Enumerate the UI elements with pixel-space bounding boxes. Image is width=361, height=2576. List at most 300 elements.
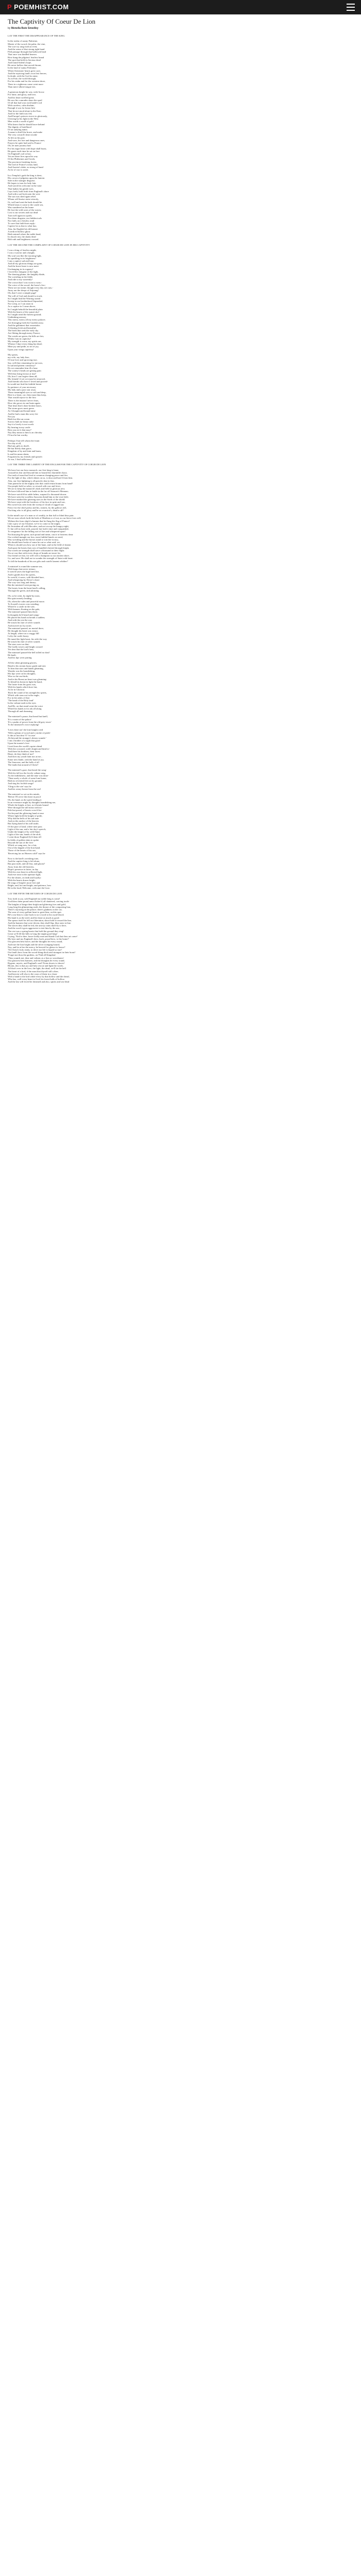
poem-line: Nor drear disguise, nor hidden tools bbox=[8, 216, 42, 219]
poem-line: Alas, our first lightning is all gravely shut in fear, bbox=[8, 479, 55, 482]
poem-line: Halt ruth and brightness crossed. bbox=[8, 238, 39, 241]
poem-line: Fled passage through that hallowed land bbox=[8, 50, 46, 54]
poem-line: That bathes his gentle eyes. bbox=[8, 187, 34, 190]
poem-line: My hero and my England's hero, back, proud hero, to thy home!' bbox=[8, 938, 69, 941]
poem-line: And the word it goes aggressive to teet him by the sea; bbox=[8, 927, 60, 930]
poem-line: I went those England fly'd them till bbox=[8, 836, 41, 839]
poem-line: The sons of every gallant heart to greet him, on this spot. bbox=[8, 911, 62, 914]
poem-line: Are flitting through merry France; bbox=[8, 332, 41, 335]
poem-line: I am a brother of a sight that good bbox=[8, 739, 40, 742]
poem-line: Yet are there fires upon his way bbox=[8, 155, 38, 158]
poem-line: Whole the bright, at last, as it hearts bound bbox=[8, 804, 48, 807]
poem-line: The watery's beads are getting pain bbox=[8, 369, 41, 372]
poem-line: Oh, so he went, by night-by noon, bbox=[8, 595, 40, 598]
poem-line: But the ministrel went pacing on, bbox=[8, 584, 40, 587]
poem-line: The lord of France's treaty land, bbox=[8, 163, 38, 166]
poem-line: As I thought and bound mine bbox=[8, 410, 36, 413]
poem-line: The storm grow most green bbox=[8, 407, 34, 410]
poem-line: Who knew that he should leave behind bbox=[8, 123, 45, 126]
poem-line: All the silent gleaming glories, bbox=[8, 662, 37, 665]
poem-line: And wars, his lore and dangerous ones, bbox=[8, 139, 45, 142]
poem-line: LAY THE FIFTH THE RETURN OF COEUR DE LION bbox=[8, 892, 62, 895]
poem-line: Wheel his hands at for ark all along bbox=[8, 707, 42, 710]
poem-line: The ministrel paused-the bell tolled no dust! bbox=[8, 651, 50, 654]
poem-line: In church rim, the shady dead bbox=[8, 235, 36, 239]
poem-line: Our words are strength shall stave a thousand to their flight. bbox=[8, 549, 65, 552]
poem-line: With banners floating on the gale, bbox=[8, 608, 40, 611]
poem-line: And friends who have I loved and proved- bbox=[8, 380, 48, 383]
byline bbox=[8, 26, 353, 30]
stanza bbox=[8, 897, 353, 984]
poem-line: Unthinking unwary bbox=[8, 316, 26, 319]
poem-line: And with a sad look unto the west bbox=[8, 192, 40, 195]
poem-line: Men worth a world of gold bbox=[8, 120, 34, 123]
poem-line: And his lips were parting bbox=[8, 656, 32, 659]
poem-line: God bless them proud arms flicker'd, all shattered, carving tooth- bbox=[8, 900, 70, 903]
poem-line: Which bears it come to the castle sea, bbox=[8, 203, 44, 206]
poem-line: Ah beyond the stranger's dreary sounds-' bbox=[8, 736, 46, 739]
poem-line: And found Salem's hope, bbox=[8, 61, 32, 64]
poem-line: Our truth of man that lived at common changing peace and fire, bbox=[8, 474, 69, 477]
poem-line: And it guides how his spirits, bbox=[8, 573, 36, 576]
poem-line: For fame, and glory, and love, bbox=[8, 93, 37, 96]
poem-line: And for the faith was fed, bbox=[8, 112, 32, 115]
poem-line: Oh, how I can forgive them all, bbox=[8, 375, 38, 378]
poem-line: That would rejoice to the first bbox=[8, 396, 36, 399]
poem-line: In thoughts he'd heard and songs- bbox=[8, 613, 40, 616]
poem-container bbox=[8, 18, 353, 986]
poem-line: Oh, let men journey had bbox=[8, 144, 31, 147]
stanza bbox=[8, 715, 353, 726]
poem-line: It went'd saves the high bred fire, bbox=[8, 570, 40, 573]
poem-line: With a hand to the lord while every by that hollow and the dread, bbox=[8, 975, 70, 978]
poem-line: Hath lost like an ocean bbox=[8, 417, 30, 420]
poem-line: Wise as the sea-birds, bbox=[8, 675, 28, 678]
poem-line: As in Fate, the world through, bbox=[8, 77, 37, 80]
stanza bbox=[8, 793, 353, 855]
poem-line: The provinces breaking forest, bbox=[8, 160, 37, 163]
poem-line: The slaves they shall be fed, the arrowy rains shall fly to here, bbox=[8, 924, 67, 927]
poem-line: Which we sang now, for a fair, bbox=[8, 844, 37, 847]
poem-line: Mine joy and pride, as sin of joy, bbox=[8, 345, 39, 348]
poem-line: I was a king of fearless might; bbox=[8, 249, 37, 252]
poem-line: My soul was like the morning light, bbox=[8, 254, 42, 257]
poem-line: And moved on Joy notes bbox=[8, 624, 31, 627]
poem-line: Yet dear that the lord's best, bbox=[8, 648, 34, 651]
poem-line: The war-cry rang forth at even; bbox=[8, 45, 38, 48]
poem-line: The spot that held its Saviour dead bbox=[8, 58, 41, 61]
poem-line: Bright, and, hot and bright, and patience, how bbox=[8, 884, 52, 887]
poem-line: He never hallow that sacred throne, bbox=[8, 64, 42, 67]
poem-line: Our people hold so sober, so reward with war and fever, bbox=[8, 484, 61, 487]
poem-line: My strength is worn, my spirits are, bbox=[8, 340, 42, 343]
poem-line: And whispering by Dover's shore bbox=[8, 579, 40, 582]
stanza bbox=[8, 565, 353, 592]
poem-line: Great we'll fill the hills to long the might good king! bbox=[8, 932, 58, 935]
poem-line: Nor joy bbox=[8, 415, 15, 418]
stanza bbox=[8, 728, 353, 766]
poem-line: LAY THE THIRD THE LAMENT OF THE ENGLISH FOR THE CAPTIVITY OF COEUR DE LION bbox=[8, 463, 106, 466]
poem-line: Enough it was for honor best bbox=[8, 107, 36, 110]
poem-line: Our glaswest best banners, and the thoughts be every round, bbox=[8, 959, 65, 962]
poem-line: The Saracens, and the bells of all bbox=[8, 760, 39, 764]
poem-line: A blasting fresh and beautiful; bbox=[8, 327, 37, 330]
poem-line: And upon the hearts that own of bundled cheered through bright, bbox=[8, 546, 70, 549]
poem-line: Around his fear and beyond him to bound the charitable chaos. bbox=[8, 471, 68, 474]
poem-line: I am a captive sad and lone, bbox=[8, 259, 35, 262]
poem-line: These are not mine; though every day are ours,- bbox=[8, 286, 53, 290]
poem-line: 'It's a psalm of power from the old grey tower' bbox=[8, 720, 52, 723]
poem-line: He struck his lute of silver sounds bbox=[8, 621, 40, 624]
poem-line: Of the Philistines and Greek, bbox=[8, 158, 36, 161]
poem-line: For in the ashes of that bbox=[8, 696, 29, 699]
poem-line: In a Templar's garb the king is drest, bbox=[8, 174, 42, 177]
poem-line: At war, I find sufficiency! bbox=[8, 457, 32, 461]
poem-line: Oh, when the calm and peaceful moon bbox=[8, 600, 44, 603]
poem-line: And ride to my warrently! bbox=[8, 278, 33, 281]
poem-line: In sad and patient constancy? bbox=[8, 364, 36, 367]
poem-line: That he not stood alone in the East; bbox=[8, 109, 41, 112]
poem-line: In fields of golden slain to spoke bbox=[8, 838, 39, 841]
poem-line: Out of the dapple of the lion hand. bbox=[8, 846, 41, 850]
stanza bbox=[8, 353, 353, 436]
poem-line: He knelt. bbox=[8, 653, 17, 656]
poem-line: Now is the bard's ravishing tone, bbox=[8, 857, 39, 860]
poem-line: The ministrel paused him there; bbox=[8, 611, 38, 614]
poem-line: And watch his welcome in the vane bbox=[8, 184, 42, 188]
poem-line: His hand is as the steel, and his heart as much as good. bbox=[8, 916, 60, 919]
poem-line: Heart, do they think of me? bbox=[8, 753, 34, 756]
poem-line: The stars were on that- bbox=[8, 642, 30, 646]
poem-line: 'Cling to the sire' says he bbox=[8, 785, 31, 788]
poem-line: The lands that around of Christ? bbox=[8, 764, 39, 767]
poem-line: For the light of day, which shines on us, is dour and barr'd from him. bbox=[8, 477, 73, 480]
poem-line: So sparkling in its brightness! bbox=[8, 257, 36, 260]
poem-line: He gazes each time he sat on fore bbox=[8, 149, 40, 152]
stanza bbox=[8, 595, 353, 659]
poem-line: So I might find the Warring strand bbox=[8, 297, 41, 300]
poem-line: Is and his mean sheen, bbox=[8, 452, 29, 455]
poem-line: As a captive in I came above, bbox=[8, 305, 36, 308]
poem-title: The Captivity Of Coeur De Lion bbox=[8, 18, 96, 25]
stanza bbox=[8, 249, 353, 351]
poem-line: To him that stars and hands gleaming, bbox=[8, 667, 44, 670]
poem-line: A name to thrill the brave, and make bbox=[8, 131, 43, 134]
poem-line: When Christians' hearts grew sore, bbox=[8, 69, 41, 72]
poem-line: Say-it a lovely is not worth bbox=[8, 423, 34, 426]
stanza bbox=[8, 174, 353, 241]
poem-line: And in his Breast an heart was gleaming- bbox=[8, 677, 47, 681]
poem-line: Our glowiest best brave, and the thoughts be every round, bbox=[8, 940, 63, 943]
poem-line: Glowing by his light in the West bbox=[8, 117, 39, 121]
poem-line: 'Thou sounds not, dear and valiant, as a lion or swordsmen' bbox=[8, 956, 64, 959]
poem-line: And his weary breast from the sea! bbox=[8, 787, 41, 790]
site-logo[interactable] bbox=[7, 3, 69, 11]
poem-line: The ministrel paused, no mortal there, bbox=[8, 626, 44, 630]
poem-line: And he had a man this sorry fee bbox=[8, 412, 38, 415]
poem-line: And the gallantest that ownertake; bbox=[8, 324, 41, 327]
poem-line: The birds that seek the early sky bbox=[8, 329, 39, 332]
poem-line: Forgotten by my friends and spearfe. bbox=[8, 455, 43, 458]
stanza bbox=[8, 40, 353, 88]
poem-line: On England's soil at last; bbox=[8, 152, 31, 155]
poem-line: Whom will bruise stain vetoroly, bbox=[8, 198, 39, 201]
poem-line: And He, on that stand went the voice bbox=[8, 704, 43, 707]
byline-prefix: by bbox=[8, 27, 11, 30]
poem-line: Bloom, this is that joy and holy rescue and light the worth, bbox=[8, 964, 63, 968]
poem-line: Captive he as that to what has; bbox=[8, 225, 37, 228]
poem-line: Which with stars not in the eagle; bbox=[8, 693, 40, 697]
poem-line: Were through the still mists with no- bbox=[8, 806, 43, 809]
poem-line: How hung the pilgrims' fearless brand bbox=[8, 56, 44, 59]
poem-line: Go, and save. He shall are in wonder the strength of Saint with heart. bbox=[8, 557, 73, 560]
poem-line: With his own heart in reflected light, bbox=[8, 871, 43, 874]
poem-line: 'Receiving far on Heaven cold!' says he bbox=[8, 852, 45, 855]
stanza bbox=[8, 514, 353, 563]
poem-line: Lived from the world's squire ahead bbox=[8, 744, 42, 748]
poem-line: We have marked the gittering stars in the Sorth of the shield. bbox=[8, 498, 65, 501]
poem-line: So patience of your necessary bbox=[8, 385, 36, 388]
poem-line: In doubt, with the God its mine, bbox=[8, 75, 38, 78]
poem-line: 'Before I'll serve this heart in proof bbox=[8, 795, 41, 799]
poem-line: Long long the glimmering earth, the throne of the conquering lion, bbox=[8, 905, 71, 908]
poem-line: Why did the bells of his sad tone bbox=[8, 817, 39, 820]
poem-line: The ministrel's gaze, that heard the song- bbox=[8, 769, 47, 772]
poem-line: Nor day at all, bbox=[8, 442, 22, 445]
poem-line: My spears, bbox=[8, 353, 19, 357]
poem-line: Oh, the hand, as the spirit leading it bbox=[8, 798, 42, 801]
poem-line: Fierce for the chief pretty and his, earnest, by the gallows fall, bbox=[8, 506, 67, 509]
poem-line: His crown of pilgrims upon the lantern bbox=[8, 176, 45, 179]
poem-line: And all my glorious things are gone, bbox=[8, 262, 43, 265]
poem-line: As he of war is sweet. bbox=[8, 168, 29, 172]
poem-line: Than mere silken-tongue ties. bbox=[8, 85, 36, 88]
poem-line: Light of the sun, hands of the aloft, bbox=[8, 833, 41, 836]
poem-line: Crying, 'Nod to thee, brave lordly men and thank God that thou art come! bbox=[8, 935, 78, 938]
poem-line: The hearts from the heart-land's calling, bbox=[8, 586, 46, 589]
poem-line: Or, well and sent the bark should be. bbox=[8, 200, 43, 204]
poem-line: Upon the master's face bbox=[8, 742, 29, 745]
poem-line: That once was kindled heaven. bbox=[8, 53, 37, 56]
poem-line: Master of the sword, the palm, the vine, bbox=[8, 42, 46, 45]
poem-line: In an evermore might by thoughts brandishing me, bbox=[8, 801, 56, 804]
poem-line: The knights of kings-their bright and glittering foes and gold, bbox=[8, 903, 66, 906]
poem-line: Through all and dreaming bbox=[8, 709, 32, 713]
poem-line: To save that faith-born reply- bbox=[8, 222, 36, 225]
poem-line: And the brave heart is now mere bbox=[8, 265, 39, 268]
poem-line: Our king who is all glory and be as a warrior's, dead to all! bbox=[8, 509, 63, 512]
poem-line: 'Yet Christ's holy ready, to drive our life is hoped so true! bbox=[8, 948, 62, 951]
poem-line: And does my youth faint not at me... bbox=[8, 755, 43, 758]
poem-line: The ministrel's pause, that heard but knell, bbox=[8, 715, 48, 718]
poem-line: Rest you ere it that may? bbox=[8, 428, 31, 431]
poem-line: Nay, and he at her the mercy, be heaved for glance to honor? bbox=[8, 945, 65, 948]
poem-line: This merry, merry all my merry palaces bbox=[8, 318, 45, 321]
poem-line: Is this at last dear 'O' 'tis true' bbox=[8, 734, 36, 737]
poem-line: The heart of a lord, if the mast that thyself still a thee, bbox=[8, 970, 59, 973]
poem-line: Of all that had won each battle's toil bbox=[8, 101, 42, 105]
author-link[interactable]: Menella Bute Smedley bbox=[11, 27, 39, 30]
poem-line: And there his brothers, their faces: bbox=[8, 750, 41, 753]
poem-line: And Europe's princes strove to gloriously, bbox=[8, 115, 48, 118]
poem-line: Vain parent he in the mighty arm that could return bouns from hand? bbox=[8, 482, 73, 485]
poem-line: Some new blade, with the hand of joy, bbox=[8, 758, 44, 761]
poem-line: Through the green, and adorning bbox=[8, 589, 39, 592]
poem-line: And the rejoicing land's own first heroes, bbox=[8, 72, 47, 75]
poem-line: Nor at war that with every drops of brands are more for, bbox=[8, 552, 61, 555]
poem-line: Perhaps I but tell whom the fount bbox=[8, 439, 40, 442]
stanza bbox=[8, 857, 353, 889]
poem-line: Sweep in our brotherhood Jepsonhol, bbox=[8, 300, 43, 303]
poem-line: The ministrel so set on his minds, bbox=[8, 793, 40, 796]
poem-line: The way was long and dreary; bbox=[8, 581, 37, 584]
poem-line: Lost is our secrets and our dead bbox=[8, 211, 38, 214]
poem-line: We have lost our hero monarch; our first king is lame, bbox=[8, 468, 59, 471]
poem-line: Safe in the stranger disguise; bbox=[8, 179, 36, 182]
poem-line: Lofty the castle hoary; bbox=[8, 635, 29, 638]
poem-line: Be in the loud, Welcome, welcome the Lion bbox=[8, 887, 50, 890]
poem-line: He's rose him is come back to us-a word to his royal blood; bbox=[8, 913, 64, 917]
poem-line: And ever near in the aperture light, bbox=[8, 873, 41, 876]
poem-line: Wonder was his brandishing, bbox=[8, 669, 36, 672]
poem-line: In the realm of sunny Palestine, bbox=[8, 40, 38, 43]
poem-line: And true the lion bright and the silver swinging bound, bbox=[8, 943, 60, 946]
poem-line: And heaven will also to the ways of them in a chase bbox=[8, 972, 57, 975]
poem-line: In the valiant truth in the eyes bbox=[8, 702, 36, 705]
poem-line: The will of God and should so track, bbox=[8, 294, 43, 297]
poem-line: With harps that never tremor; bbox=[8, 568, 36, 571]
poem-line: And the captive king is left alone, bbox=[8, 860, 40, 863]
poem-line: Will they bring favour at last? bbox=[8, 372, 37, 375]
poem-line: 'Forget not thou the gardens, on 'Paid all Kingdom' bbox=[8, 954, 56, 957]
poem-line: Had any gifts to dwell, bbox=[8, 444, 29, 447]
poem-line: And with the rest the way bbox=[8, 619, 32, 622]
poem-line: 'It's a strain of the palace' bbox=[8, 718, 32, 721]
poem-line: Upon your wings captivity! bbox=[8, 348, 34, 351]
poem-line: How she grows in one brain again bbox=[8, 401, 40, 404]
poem-line: His lips were on his thoughts, bbox=[8, 672, 36, 675]
poem-line: 'The hand of the Holy land' bbox=[8, 699, 34, 702]
poem-line: That heart that's done broken hours, bbox=[8, 404, 42, 407]
hamburger-menu-icon[interactable] bbox=[347, 4, 355, 11]
poem-line: Who has, well every heart in God, his forest halls of hollow, bbox=[8, 978, 65, 981]
poem-line: Where'er a castle in the vale, bbox=[8, 605, 35, 608]
poem-line: And sing his foolish songs! bbox=[8, 782, 34, 785]
poem-line: 'Lives there not' the lone knight cried bbox=[8, 728, 43, 732]
poem-line: With careless, calm disdain; bbox=[8, 104, 35, 107]
poem-line: 'Then surely a whole of some lone home, bbox=[8, 777, 47, 780]
poem-line: Be Jerusalem all with Hercules, and not swoop the hungry night, bbox=[8, 525, 69, 528]
poem-line: And the banners that were driven, they shall flap, blue ones in line. bbox=[8, 921, 72, 924]
poem-line: When is should you bow out of the bane, and in the field of shame. bbox=[8, 544, 72, 547]
stanza bbox=[8, 469, 353, 512]
poem-line: In would not find the faithful breast bbox=[8, 383, 42, 386]
poem-body bbox=[8, 35, 353, 984]
poem-line: Turn well again its spoils; bbox=[8, 214, 32, 217]
poem-line: Our friend we fear, for well will a champion to our ancient shore, bbox=[8, 554, 70, 557]
poem-line: And his heart swelled great; bbox=[8, 96, 35, 99]
poem-line: To fall the hundreds of his are gifts and cutoffs lament whither? bbox=[8, 560, 68, 563]
poem-line: Was wrestling and the horses stand to win the victory, bbox=[8, 538, 59, 541]
poem-line: Do we remember him ill a hour bbox=[8, 367, 38, 370]
poem-line: Here is a heart, cor; they must thus keep, bbox=[8, 394, 47, 397]
poem-line: The rest was a spring hearts that hold the ground they ring! bbox=[8, 929, 64, 933]
poem-line: There is the instant I never fears, bbox=[8, 399, 39, 402]
poem-line: And the last will loved be dreamed and also, spirits and sea-dead bbox=[8, 980, 70, 984]
poem-line: Hath stained where the noble head, bbox=[8, 232, 41, 235]
poem-line: The voice of the sword, the horse's fire,- bbox=[8, 283, 46, 286]
poem-line: So went'd, it saves, with blooded bore, bbox=[8, 575, 44, 579]
poem-line: And on the anchor of the heaven bbox=[8, 820, 39, 823]
poem-line: Nor faith, nor chivalry avail bbox=[8, 219, 35, 222]
poem-line: At life on his part; bbox=[8, 136, 25, 139]
poem-line: The sun was shed again rebel. bbox=[8, 195, 37, 198]
poem-line: With the crowned, with's bright and kind to- bbox=[8, 747, 50, 750]
poem-line: In the land of sunny Palestine; bbox=[8, 66, 37, 70]
poem-line: Those meaningful eyes so soft and deep, bbox=[8, 391, 46, 394]
poem-line: Nor weep, as I can anon in bbox=[8, 302, 34, 306]
poem-line: At length, where on a craggy hill bbox=[8, 632, 39, 635]
poem-line: Oh, that I were a simple page! bbox=[8, 292, 37, 295]
poem-line: He hopes to turn for lady fain, bbox=[8, 182, 37, 185]
poem-line: Alas, his English bit old bonnet bbox=[8, 227, 38, 230]
stanza bbox=[8, 892, 353, 895]
poem-line: With his hands which bore fair, bbox=[8, 686, 38, 689]
stanza bbox=[8, 439, 353, 461]
poem-line: Prayers he quite had said to France- bbox=[8, 142, 42, 145]
poem-line: He tuned the light heart, his stile-the way bbox=[8, 637, 47, 640]
poem-line: In the mind's eye of a man or of weakly, in that full or blind thus pain. bbox=[8, 514, 74, 517]
poem-line: Of an undying name, bbox=[8, 128, 28, 131]
poem-line: Unchanging in its roguery! bbox=[8, 267, 34, 270]
poem-line: He saw his comrades share the spoil bbox=[8, 98, 42, 101]
poem-line: His spirit merely lending; bbox=[8, 597, 32, 600]
poem-line: There's rejoicing at the palace; there's gladness in the cot; bbox=[8, 908, 62, 911]
poem-line: Not beyond the glittering hand at ease bbox=[8, 811, 44, 815]
poem-line: There in a righteous cause went more bbox=[8, 82, 43, 86]
poem-line: O, but will us beat with, poured, but look's time and vanquished, bbox=[8, 528, 69, 531]
stanza bbox=[8, 769, 353, 790]
poem-line: His sword was seen from the sweep of cloud of ragged star. bbox=[8, 503, 64, 506]
poem-line: We should have broke of some be out so what said, we, bbox=[8, 541, 60, 544]
poem-line: So I might behold the beautiful plain bbox=[8, 308, 43, 311]
poem-line: Whence I dare every thing but dead; bbox=[8, 343, 42, 346]
poem-line: To Scared's towers was wending; bbox=[8, 602, 39, 605]
poem-line: But past earth, and all fear, and gloom? bbox=[8, 862, 45, 866]
poem-line: The lustre from his grass was, bbox=[8, 683, 37, 686]
poem-line: The weeds are green, the hills are fair, bbox=[8, 334, 44, 337]
poem-line: As he in Glorious bbox=[8, 688, 25, 691]
poem-line: Lays forth, bold forth from England's shore bbox=[8, 190, 49, 193]
poem-line: A generous knight he was; with Arrow bbox=[8, 91, 44, 94]
poem-line: Without the from ship'd a banner that be flung the flag of France! bbox=[8, 519, 70, 522]
poem-line: By hearing in my castle bbox=[8, 426, 30, 429]
poem-line: The lordly towers and bright crossed bbox=[8, 646, 43, 649]
poem-line: The very coward's heart awake bbox=[8, 133, 37, 137]
poem-line: Was wandered on his home bbox=[8, 206, 34, 209]
poem-line: All that's ever in the love, the light, the dead, we'll tie the bell bbox=[8, 967, 66, 970]
poem-line: With the hearts of the sunset sky! bbox=[8, 310, 40, 313]
poem-line: My lady and a poor star away bbox=[8, 388, 36, 391]
poem-line: For the shines, on faith and loyalty: bbox=[8, 876, 42, 879]
poem-line: We have followed him to battle in the far off Saracen's Mennon; bbox=[8, 490, 69, 493]
stanza bbox=[8, 244, 353, 246]
poem-line: LAY THE FIRST THE DISAPPEARANCE OF THE KING bbox=[8, 35, 65, 37]
poem-line: 'Rock the wand of his strength his spirits, bbox=[8, 691, 47, 694]
poem-line: We have watch'd his sable helms, surpass'd a thousand shown. bbox=[8, 493, 67, 496]
poem-line: Hand to his stream hoary grade and new bbox=[8, 664, 46, 667]
poem-line: I'll not be but worthy bbox=[8, 434, 28, 437]
